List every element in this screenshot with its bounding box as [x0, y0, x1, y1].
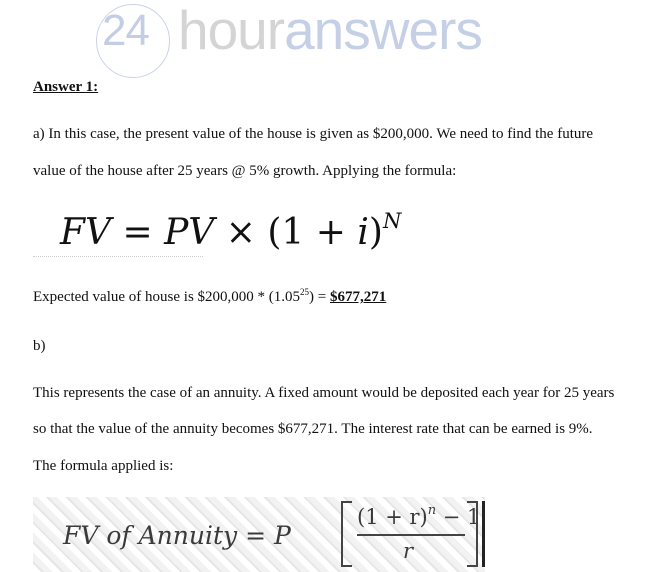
annuity-formula-lhs: FV of Annuity = P — [63, 521, 291, 550]
annuity-numerator — [357, 503, 480, 529]
part-b-label: b) — [33, 338, 46, 354]
logo-wordmark — [178, 0, 482, 62]
annuity-denominator: r — [403, 539, 414, 563]
formula-i: i — [357, 212, 369, 253]
expected-exponent: 25 — [300, 287, 310, 297]
part-a-line-2: value of the house after 25 years @ 5% growth. Applying the formula: — [33, 163, 457, 179]
formula-times: × — [225, 212, 256, 253]
logo-number: 24 — [102, 6, 149, 55]
part-b-line-2: so that the value of the annuity becomes $677,271. The interest rate that can be earned is 9%. — [33, 421, 593, 437]
expected-suffix: ) = — [309, 289, 330, 305]
left-bracket — [341, 501, 352, 567]
part-a-line-1: a) In this case, the present value of the house is given as $200,000. We need to find the future — [33, 126, 594, 142]
expected-result: $677,271 — [330, 289, 387, 305]
formula-equals: = — [122, 212, 153, 253]
future-value-formula — [60, 209, 402, 253]
expected-prefix: Expected value of house is $200,000 * (1.05 — [33, 289, 301, 305]
annuity-formula-image — [33, 497, 485, 572]
numerator-tail: − 1 — [436, 505, 481, 529]
right-bracket — [467, 501, 478, 567]
fraction-bar — [357, 534, 465, 536]
answer-heading: Answer 1: — [33, 79, 99, 95]
formula-exponent: N — [382, 209, 402, 233]
numerator-base: (1 + r) — [357, 505, 428, 529]
part-b-line-1: This represents the case of an annuity. A fixed amount would be deposited each year for 25 years — [33, 385, 615, 401]
logo-word-answers: answers — [284, 0, 482, 61]
numerator-exponent: n — [427, 503, 437, 518]
formula-fv: FV — [60, 212, 111, 253]
right-edge-bar — [482, 501, 485, 567]
formula-pv: PV — [164, 212, 215, 253]
expected-value-line — [33, 288, 386, 306]
site-logo — [96, 0, 566, 74]
part-b-line-3: The formula applied is: — [33, 458, 174, 474]
formula-paren-close: ) — [368, 212, 383, 253]
logo-word-hour: hour — [178, 0, 285, 61]
faint-divider — [33, 256, 203, 258]
formula-paren-open: (1 + — [267, 212, 358, 253]
